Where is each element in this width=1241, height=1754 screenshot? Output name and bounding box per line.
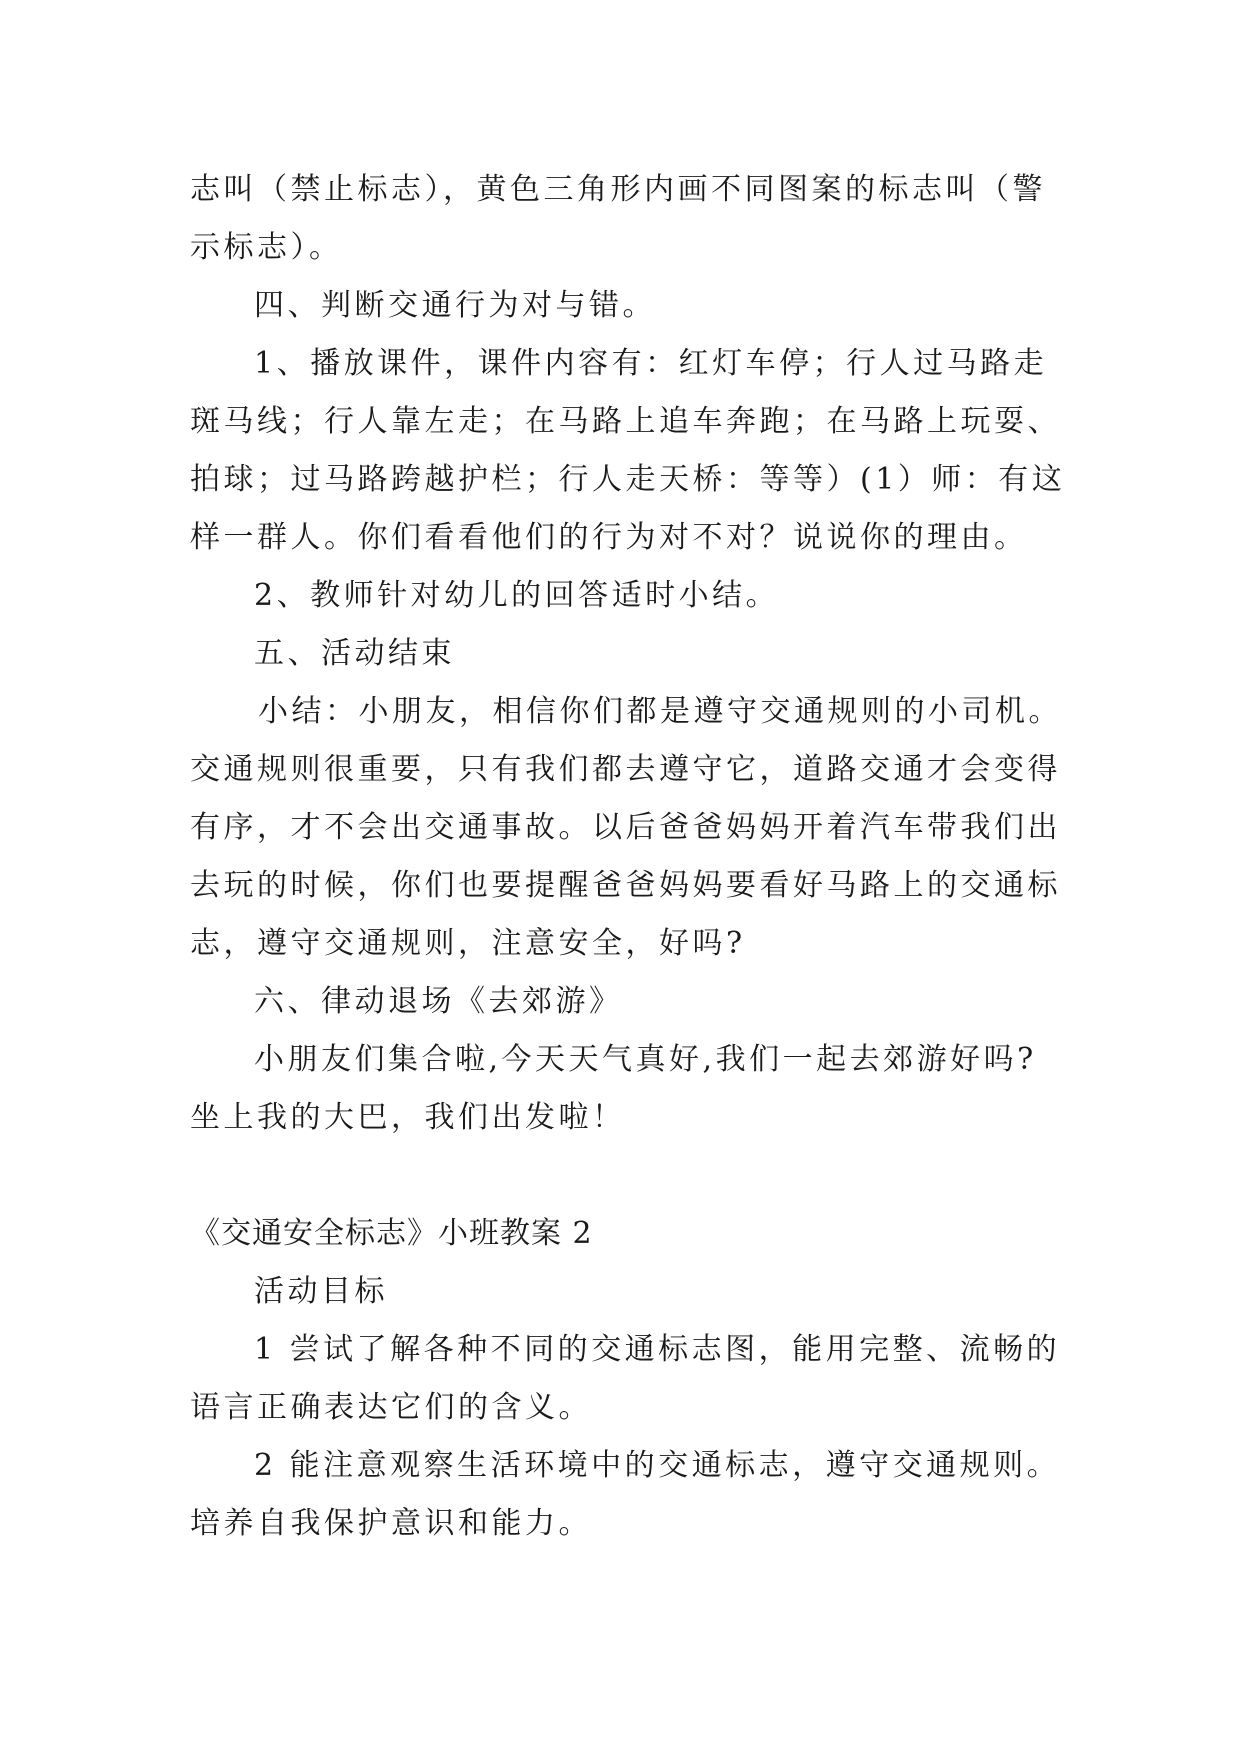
paragraph-outing: 小朋友们集合啦,今天天气真好,我们一起去郊游好吗?坐上我的大巴，我们出发啦！ [190, 1042, 1037, 1135]
paragraph-conclusion: 小结：小朋友，相信你们都是遵守交通规则的小司机。交通规则很重要，只有我们都去遵守它，道路交通才会变得有序，才不会出交通事故。以后爸爸妈妈开着汽车带我们出去玩的时候，你们也要提醒爸爸妈妈要看好马路上的交通标志，遵守交通规则，注意安全，好吗? [190, 694, 1062, 961]
paragraph-teacher-summary: 2、教师针对幼儿的回答适时小结。 [254, 578, 780, 613]
spacer [190, 1147, 1070, 1205]
section-five-heading: 五、活动结束 [254, 636, 455, 671]
paragraph-courseware: 1、播放课件，课件内容有：红灯车停；行人过马路走斑马线；行人靠左走；在马路上追车奔跑；在马路上玩耍、拍球；过马路跨越护栏；行人走天桥：等等）(1）师：有这样一群人。你们看看他们的行为对不对？说说你的理由。 [190, 346, 1066, 555]
section-four-heading: 四、判断交通行为对与错。 [254, 288, 656, 323]
goal-one: 1 尝试了解各种不同的交通标志图，能用完整、流畅的语言正确表达它们的含义。 [190, 1332, 1061, 1425]
lesson-plan-title: 《交通安全标志》小班教案 2 [190, 1216, 593, 1251]
activity-goals-heading: 活动目标 [254, 1274, 388, 1309]
section-six-heading: 六、律动退场《去郊游》 [254, 984, 623, 1019]
document-body [190, 161, 1070, 1553]
paragraph-sign-types: 志叫（禁止标志），黄色三角形内画不同图案的标志叫（警示标志）。 [190, 172, 1046, 265]
goal-two: 2 能注意观察生活环境中的交通标志，遵守交通规则。培养自我保护意识和能力。 [190, 1448, 1061, 1541]
